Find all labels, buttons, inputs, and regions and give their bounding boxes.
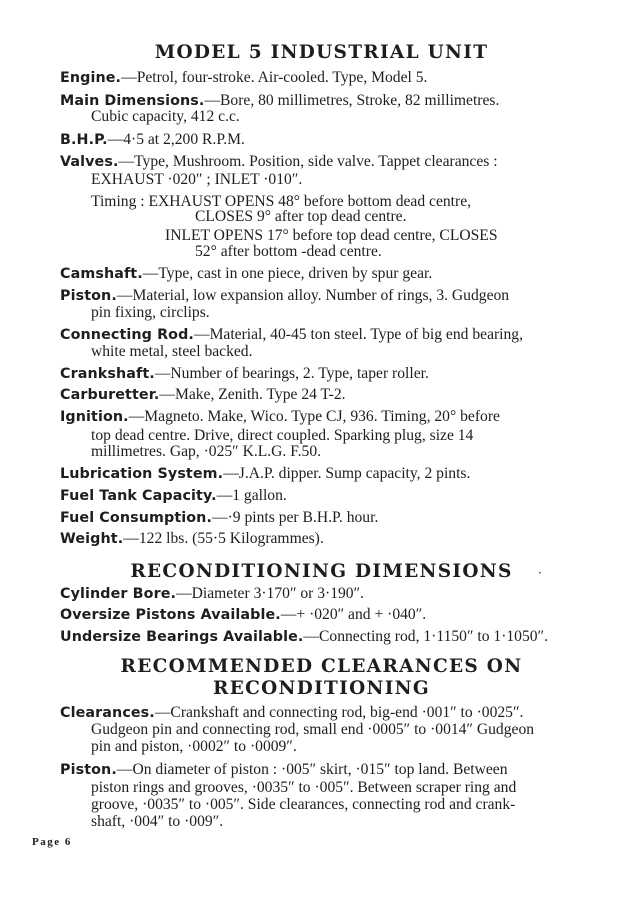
recon-undersize-bearings [60, 628, 548, 646]
spec-text: —Material, 40-45 ton steel. Type of big end bearing, [193, 326, 524, 343]
valve-timing-line: CLOSES 9° after top dead centre. [195, 208, 407, 225]
spec-label: B.H.P. [60, 132, 108, 148]
spec-label: Main Dimensions. [60, 93, 205, 109]
spec-text-continued: pin fixing, circlips. [91, 304, 210, 321]
spec-text-continued: shaft, ·004″ to ·009″. [91, 813, 224, 830]
spec-text: —·9 pints per B.H.P. hour. [212, 509, 379, 526]
spec-text-continued: EXHAUST ·020″ ; INLET ·010″. [91, 171, 303, 188]
spec-text: —J.A.P. dipper. Sump capacity, 2 pints. [223, 465, 471, 482]
spec-text-continued: Gudgeon pin and connecting rod, small end ·0005″ to ·0014″ Gudgeon [91, 721, 535, 738]
spec-label: Piston. [60, 288, 117, 304]
spec-text: —Bore, 80 millimetres, Stroke, 82 millimetres. [204, 92, 500, 109]
spec-text: —+ ·020″ and + ·040″. [280, 606, 427, 623]
valve-timing-line: INLET OPENS 17° before top dead centre, CLOSES [165, 227, 498, 244]
spec-crankshaft [60, 365, 429, 383]
recon-oversize-pistons [60, 606, 426, 624]
valve-timing-line: 52° after bottom -dead centre. [195, 243, 382, 260]
spec-label: Camshaft. [60, 266, 143, 282]
spec-label: Valves. [60, 154, 119, 170]
spec-text-continued: pin and piston, ·0002″ to ·0009″. [91, 738, 297, 755]
spec-label: Carburetter. [60, 387, 160, 403]
spec-text-continued: millimetres. Gap, ·025″ K.L.G. F.50. [91, 443, 322, 460]
spec-text-continued: top dead centre. Drive, direct coupled. Sparking plug, size 14 [91, 427, 474, 444]
spec-text: —Diameter 3·170″ or 3·190″. [176, 585, 365, 602]
recon-cylinder-bore [60, 585, 364, 603]
spec-text-continued: piston rings and grooves, ·0035″ to ·005″. Between scraper ring and [91, 779, 517, 796]
spec-label: Clearances. [60, 705, 155, 721]
spec-bhp [60, 131, 245, 149]
spec-label: Fuel Tank Capacity. [60, 488, 217, 504]
spec-text: —Connecting rod, 1·1150″ to 1·1050″. [303, 628, 548, 645]
stray-mark: · [538, 566, 542, 580]
spec-text: —4·5 at 2,200 R.P.M. [107, 131, 245, 148]
spec-label: Connecting Rod. [60, 327, 194, 343]
spec-text: —Material, low expansion alloy. Number of rings, 3. Gudgeon [116, 287, 510, 304]
spec-camshaft [60, 265, 432, 283]
spec-text: —Petrol, four-stroke. Air-cooled. Type, Model 5. [121, 69, 428, 86]
spec-label: Engine. [60, 70, 122, 86]
spec-lubrication [60, 465, 470, 483]
spec-text: —On diameter of piston : ·005″ skirt, ·015″ top land. Between [116, 761, 508, 778]
spec-label: Ignition. [60, 409, 129, 425]
spec-ignition [60, 408, 500, 426]
spec-text: —Make, Zenith. Type 24 T-2. [159, 386, 346, 403]
spec-engine [60, 69, 427, 87]
spec-piston [60, 287, 509, 305]
spec-label: Piston. [60, 762, 117, 778]
spec-fuel-tank [60, 487, 287, 505]
spec-text: —Magneto. Make, Wico. Type CJ, 936. Timing, 20° before [128, 408, 500, 425]
spec-text: —Crankshaft and connecting rod, big-end ·001″ to ·0025″. [154, 704, 524, 721]
spec-text: —Type, Mushroom. Position, side valve. Tappet clearances : [118, 153, 498, 170]
spec-label: Lubrication System. [60, 466, 224, 482]
spec-text: —1 gallon. [216, 487, 287, 504]
spec-fuel-consumption [60, 509, 378, 527]
spec-label: Cylinder Bore. [60, 586, 177, 602]
section-heading-recommended-clearances: RECOMMENDED CLEARANCES ON [120, 656, 523, 677]
spec-label: Undersize Bearings Available. [60, 629, 304, 645]
spec-valves [60, 153, 498, 171]
spec-text-continued: Cubic capacity, 412 c.c. [91, 108, 240, 125]
section-heading-reconditioning: RECONDITIONING [213, 678, 430, 699]
spec-label: Crankshaft. [60, 366, 155, 382]
page-number: Page 6 [32, 836, 72, 848]
spec-label: Fuel Consumption. [60, 510, 212, 526]
spec-text-continued: groove, ·0035″ to ·005″. Side clearances, connecting rod and crank- [91, 796, 516, 813]
spec-text: —122 lbs. (55·5 Kilogrammes). [123, 530, 324, 547]
spec-label: Weight. [60, 531, 124, 547]
section-heading-reconditioning-dimensions: RECONDITIONING DIMENSIONS [130, 561, 513, 582]
spec-label: Oversize Pistons Available. [60, 607, 281, 623]
spec-weight [60, 530, 324, 548]
clearance-piston [60, 761, 508, 779]
valve-timing-line: Timing : EXHAUST OPENS 48° before bottom dead centre, [91, 193, 472, 210]
spec-connecting-rod [60, 326, 523, 344]
spec-text: —Number of bearings, 2. Type, taper roller. [154, 365, 429, 382]
spec-text: —Type, cast in one piece, driven by spur gear. [142, 265, 433, 282]
section-heading-model-5: MODEL 5 INDUSTRIAL UNIT [154, 42, 489, 63]
spec-carburetter [60, 386, 346, 404]
clearance-general [60, 704, 523, 722]
spec-text-continued: white metal, steel backed. [91, 343, 253, 360]
